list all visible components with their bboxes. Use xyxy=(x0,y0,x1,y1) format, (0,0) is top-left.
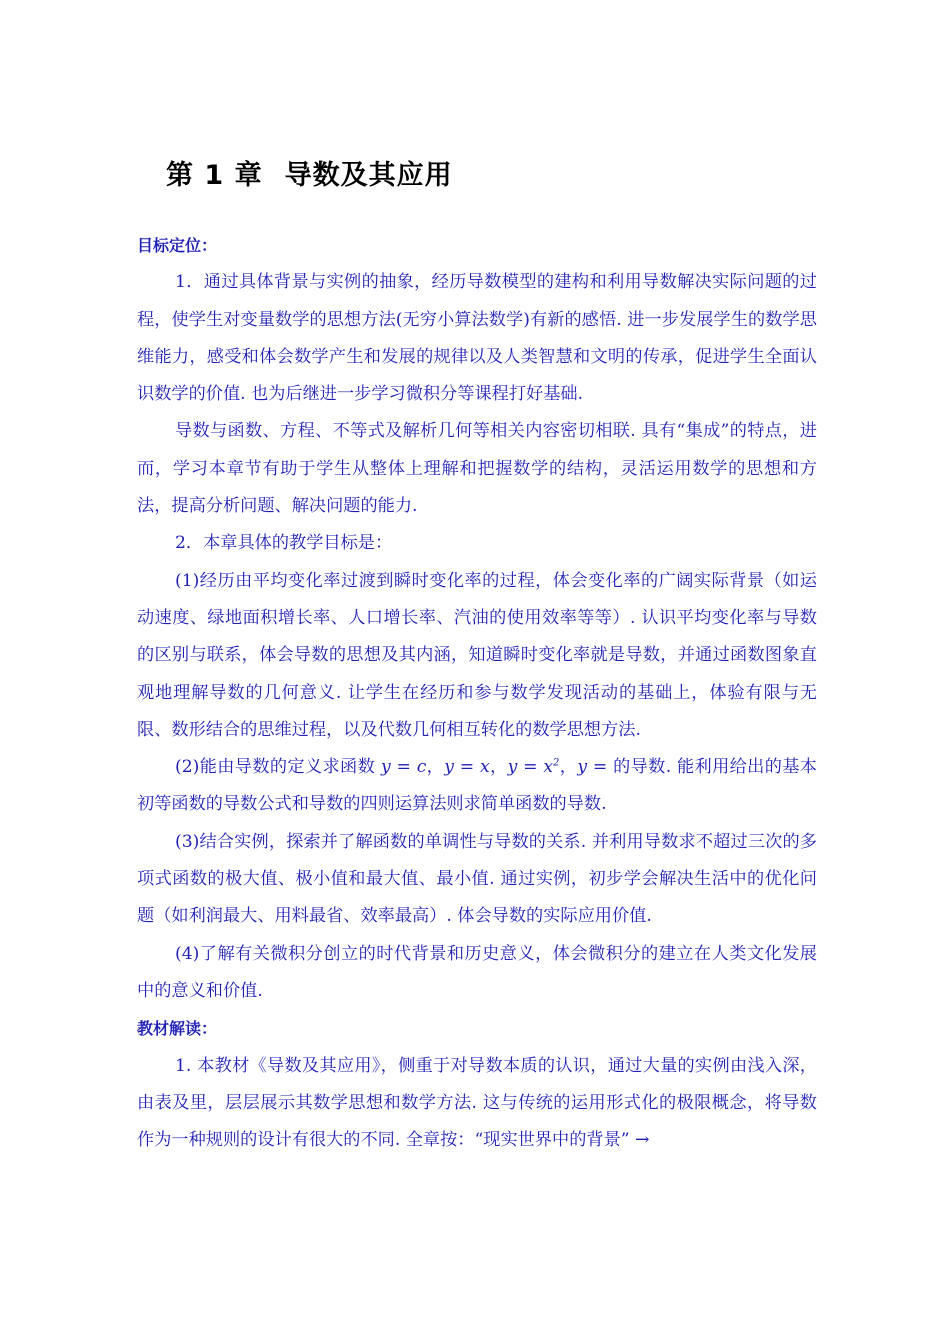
formula-y-x2-exponent: 2 xyxy=(553,757,560,769)
goals-paragraph-3: 2．本章具体的教学目标是： xyxy=(175,533,393,554)
section-heading-textbook: 教材解读： xyxy=(137,1019,218,1039)
formula-y-x2-base: y = x xyxy=(507,757,554,778)
chapter-number: 第 1 章 xyxy=(166,160,263,191)
chapter-title xyxy=(166,153,453,192)
section-heading-goals: 目标定位： xyxy=(137,236,218,255)
goals-paragraph-6: (3)结合实例，探索并了解函数的单调性与导数的关系. 并利用导数求不超过三次的多项式函数的极大值、极小值和最大值、最小值. 通过实例，初步学会解决生活中的优化问题（如利润最大、用料最省、效率最高）. 体会导数的实际应用价值. xyxy=(137,831,817,927)
goals-paragraph-5 xyxy=(137,749,817,824)
goals-paragraph-4: (1)经历由平均变化率过渡到瞬时变化率的过程，体会变化率的广阔实际背景（如运动速度、绿地面积增长率、人口增长率、汽油的使用效率等等）. 认识平均变化率与导数的区别与联系，体会导数的思想及其内涵，知道瞬时变化率就是导数，并通过函数图象直观地理解导数的几何意义. 让学生在经历和参与数学发现活动的基础上，体验有限与无限、数形结合的思维过程，以及代数几何相互转化的数学思想方法. xyxy=(137,570,817,740)
formula-y-blank: y = xyxy=(577,757,614,778)
goals-paragraph-1: 1．通过具体背景与实例的抽象，经历导数模型的建构和利用导数解决实际问题的过程，使学生对变量数学的思想方法(无穷小算法数学)有新的感悟. 进一步发展学生的数学思维能力，感受和体会数学产生和发展的规律以及人类智慧和文明的传承，促进学生全面认识数学的价值. 也为后继进一步学习微积分等课程打好基础. xyxy=(137,272,817,405)
p5-text-after: 的导数. 能利用给出的基本初等函数的导数公式和导数的四则运算法则求简单函数的导数. xyxy=(137,757,817,815)
document-body xyxy=(137,227,817,1159)
goals-paragraph-2: 导数与函数、方程、不等式及解析几何等相关内容密切相联. 具有“集成”的特点，进而，学习本章节有助于学生从整体上理解和把握数学的结构，灵活运用数学的思想和方法，提高分析问题、解决问题的能力. xyxy=(137,421,817,517)
p5-sep-3: ， xyxy=(559,757,578,778)
goals-paragraph-7: (4)了解有关微积分创立的时代背景和历史意义，体会微积分的建立在人类文化发展中的意义和价值. xyxy=(137,943,817,1001)
textbook-paragraph-1: 1. 本教材《导数及其应用》，侧重于对导数本质的认识，通过大量的实例由浅入深，由表及里，层层展示其数学思想和数学方法. 这与传统的运用形式化的极限概念，将导数作为一种规则的设计有很大的不同. 全章按：“现实世界中的背景” → xyxy=(137,1055,817,1151)
formula-y-x: y = x xyxy=(444,757,490,778)
p5-sep-1: ， xyxy=(426,757,445,778)
p5-text-before: (2)能由导数的定义求函数 xyxy=(175,757,381,778)
formula-y-c: y = c xyxy=(380,757,427,778)
p5-sep-2: ， xyxy=(489,757,508,778)
formula-y-x2 xyxy=(508,757,560,777)
chapter-name: 导数及其应用 xyxy=(284,160,453,191)
